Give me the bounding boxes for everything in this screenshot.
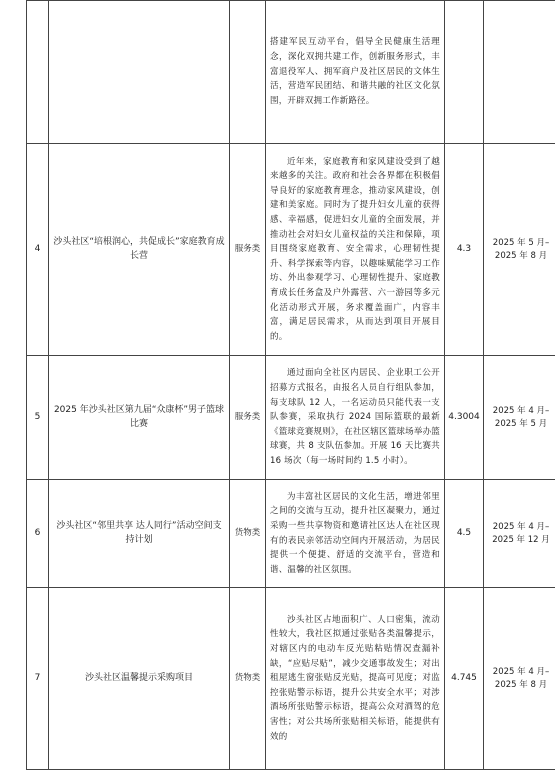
project-time: 2025 年 4 月–2025 年 8 月: [484, 588, 555, 770]
project-description: 通过面向全社区内居民、企业职工公开招募方式报名，由报名人员自行组队参加，每支球队 12 人，一名运动员只能代表一支队参赛，采取执行 2024 国际篮联的最新《篮球竞赛规则》，在社区辖区篮球场举办篮球赛，共 8 支队伍参加。开展 16 天比赛共 16 场次（每一场时间约 1.5 小时）。: [266, 356, 445, 480]
project-type: 货物类: [230, 588, 266, 770]
project-score: [445, 1, 484, 144]
project-name: 沙头社区温馨提示采购项目: [49, 588, 230, 770]
project-description: 沙头社区占地面积广、人口密集，流动性较大，我社区拟通过张贴各类温馨提示，对辖区内的电动车反光贴粘贴情况查漏补缺，“应贴尽贴”，减少交通事故发生；对出租屋逃生窗张贴反光贴，提高可见度；对监控张贴警示标语，提升公共安全水平；对涉酒场所张贴警示标语，提高公众对酒驾的危害性；对公共场所张贴相关标语，能提供有效的: [266, 588, 445, 770]
row-number: 4: [27, 144, 49, 356]
project-score: 4.745: [445, 588, 484, 770]
project-name: 沙头社区“培根润心，共促成长”家庭教育成长营: [49, 144, 230, 356]
project-name: 沙头社区“邻里共享 达人同行”活动空间支持计划: [49, 480, 230, 588]
table-row: [27, 144, 555, 356]
project-description: 搭建军民互动平台，倡导全民健康生活理念，深化双拥共建工作，创新服务形式，丰富退役军人、拥军商户及社区居民的文体生活，营造军民团结、和谐共融的社区文化氛围，开辟双拥工作新路径。: [266, 1, 445, 144]
project-type: 货物类: [230, 480, 266, 588]
row-number: 5: [27, 356, 49, 480]
project-name: [49, 1, 230, 144]
project-type: [230, 1, 266, 144]
table-row: [27, 356, 555, 480]
project-type: 服务类: [230, 356, 266, 480]
project-time: [484, 1, 555, 144]
project-table: [26, 0, 555, 770]
project-score: 4.3004: [445, 356, 484, 480]
project-description: 为丰富社区居民的文化生活，增进邻里之间的交流与互动，提升社区凝聚力，通过采购一些共享物资和邀请社区达人在社区现有的表民亲邻活动空间内开展活动，为居民提供一个便捷、舒适的交流平台，营造和谐、温馨的社区氛围。: [266, 480, 445, 588]
row-number: [27, 1, 49, 144]
row-number: 7: [27, 588, 49, 770]
project-score: 4.3: [445, 144, 484, 356]
project-time: 2025 年 4 月–2025 年 12 月: [484, 480, 555, 588]
project-name: 2025 年沙头社区第九届“众康杯”男子篮球比赛: [49, 356, 230, 480]
table-row: [27, 480, 555, 588]
table-row: [27, 588, 555, 770]
table-row: [27, 1, 555, 144]
project-type: 服务类: [230, 144, 266, 356]
project-score: 4.5: [445, 480, 484, 588]
project-description: 近年来，家庭教育和家风建设受到了越来越多的关注。政府和社会各界都在积极倡导良好的家庭教育理念，推动家风建设，创建和美家庭。同时为了提升妇女儿童的获得感、幸福感，促进妇女儿童的全面发展，并推动社会对妇女儿童权益的关注和保障，项目围绕家庭教育、安全需求，心理韧性提升、科学探索等内容，以趣味赋能学习工作坊、外出参观学习、心理韧性提升、家庭教育成长任务盒及户外露营、六一游园等多元化活动形式开展，务求覆盖面广，内容丰富，满足居民需求，从而达到项目开展目的。: [266, 144, 445, 356]
project-time: 2025 年 5 月–2025 年 8 月: [484, 144, 555, 356]
project-time: 2025 年 4 月–2025 年 5 月: [484, 356, 555, 480]
row-number: 6: [27, 480, 49, 588]
